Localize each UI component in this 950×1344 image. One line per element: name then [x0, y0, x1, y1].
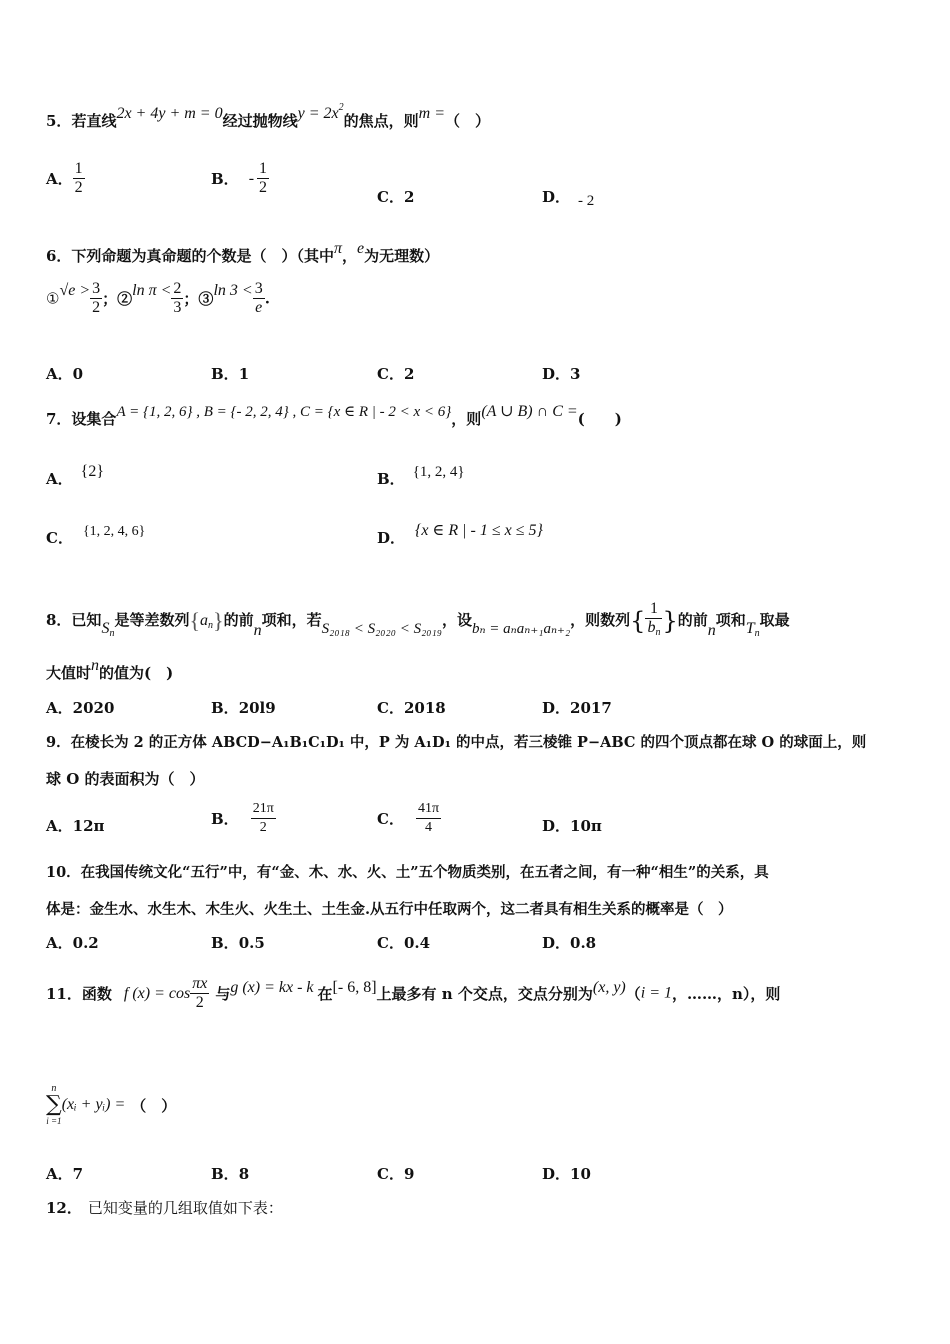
q11-point: (x, y)	[592, 978, 626, 996]
q7-option-c[interactable]: C． {1, 2, 4, 6}	[46, 524, 146, 547]
q6-e: e	[356, 240, 365, 257]
q8-inequality: S₂₀₁₈ < S₂₀₂₀ < S₂₀₁₉	[321, 621, 442, 637]
q8-option-d[interactable]: D．2017	[542, 699, 612, 717]
q11-sum-line: n ∑ i =1 (xᵢ + yᵢ) = （ ）	[46, 1083, 177, 1126]
question-9: 9．在棱长为 2 的正方体 ABCD−A₁B₁C₁D₁ 中，P 为 A₁D₁ 的中点，若三棱锥 P−ABC 的四个顶点都在球 O 的球面上，则	[46, 734, 867, 751]
q8-Sn: $S_n$	[101, 620, 115, 639]
question-8: 8．已知$S_n$是等差数列$\{a_n\}$的前n项和，若S₂₀₁₈ < S₂₀₂₀ < S₂₀₁₉，设bₙ = aₙaₙ₊₁aₙ₊₂，则数列{ $\frac{1}{b_n}$ }的前n项和$T_n$取最	[46, 600, 790, 642]
q11-option-d[interactable]: D．10	[542, 1165, 591, 1183]
q9-option-b-fraction: $\frac{21\pi}{2}$	[252, 801, 274, 835]
q10-option-a[interactable]: A．0.2	[46, 934, 99, 952]
q9-option-a[interactable]: A．12π	[46, 817, 105, 835]
question-10: 10．在我国传统文化“五行”中，有“金、木、水、火、土”五个物质类别，在五者之间，有一种“相生”的关系，具	[46, 864, 769, 881]
q6-claim-2-fraction: $\frac{2}{3}$	[173, 280, 182, 316]
q6-option-a[interactable]: A．0	[46, 365, 84, 383]
question-6: 6．下列命题为真命题的个数是（ ）（其中π，e为无理数）	[46, 240, 440, 265]
q9-option-d[interactable]: D．10π	[542, 817, 602, 835]
q11-option-b[interactable]: B．8	[211, 1165, 250, 1183]
q5-option-b-fraction: $\frac{1}{2}$	[259, 160, 268, 196]
q6-option-c[interactable]: C．2	[377, 365, 415, 383]
q6-option-d[interactable]: D．3	[542, 365, 581, 383]
q8-an: $a_n$	[200, 612, 214, 631]
question-5	[46, 102, 491, 131]
q6-stem-end: 为无理数）	[364, 247, 440, 265]
q5-paren: （ ）	[445, 112, 491, 130]
q11-sum-expression: (xᵢ + yᵢ) =	[61, 1096, 126, 1113]
q10-option-b[interactable]: B．0.5	[211, 934, 265, 952]
q11-option-a[interactable]: A．7	[46, 1165, 84, 1183]
q5-option-c[interactable]: C．2	[377, 188, 415, 206]
q10-option-c[interactable]: C．0.4	[377, 934, 431, 952]
q6-claim-2: ln π <	[132, 281, 172, 299]
q6-claim-1: √e >	[59, 281, 91, 299]
q7-option-a[interactable]: A． {2}	[46, 463, 104, 488]
q11-function-f: f (x) = cos	[123, 984, 191, 1002]
q11-sum-symbol: n ∑ i =1	[46, 1083, 62, 1126]
q6-claim-1-fraction: $\frac{3}{2}$	[92, 280, 101, 316]
q9-line-2: 球 O 的表面积为（ ）	[46, 770, 205, 788]
q5-number: 5．	[46, 112, 72, 130]
question-12: 12． 已知变量的几组取值如下表：	[46, 1199, 283, 1217]
q5-text-2: 经过抛物线	[222, 112, 298, 130]
q10-option-d[interactable]: D．0.8	[542, 934, 597, 952]
q11-interval: [- 6, 8]	[332, 978, 377, 996]
q11-function-g: g (x) = kx - k	[230, 978, 314, 996]
q5-m: m =	[418, 105, 445, 122]
q9-option-b[interactable]: B． $\frac{21\pi}{2}$	[211, 801, 274, 835]
q7-paren: ( )	[577, 410, 622, 428]
q8-option-c[interactable]: C．2018	[377, 699, 446, 717]
q5-text-1: 若直线	[71, 112, 117, 130]
q7-expression: (A ∪ B) ∩ C =	[481, 403, 578, 420]
q11-option-c[interactable]: C．9	[377, 1165, 415, 1183]
q8-line-2: 大值时n的值为( )	[46, 657, 174, 682]
q7-sets: A = {1, 2, 6} , B = {- 2, 2, 4} , C = {x ∈ R | - 2 < x < 6}	[116, 404, 452, 420]
q8-option-b[interactable]: B．20l9	[211, 699, 276, 717]
question-11: 11．函数 f (x) = cos $\frac{\pi x}{2}$ 与g (x) = kx - k 在[- 6, 8]上最多有 n 个交点，交点分别为(x, y)（i = 1，……，n），则	[46, 975, 781, 1011]
q5-option-a[interactable]: A． $\frac{1}{2}$	[46, 160, 83, 196]
q6-stem: 6．下列命题为真命题的个数是（ ）（其中	[46, 247, 334, 265]
q5-option-b[interactable]: B． - $\frac{1}{2}$	[211, 160, 268, 196]
q5-equation-parabola: $y = 2x^2$	[297, 102, 344, 122]
q7-stem: 7．设集合	[46, 410, 117, 428]
q10-line-2: 体是：金生水、水生木、木生火、火生土、土生金.从五行中任取两个，这二者具有相生关系的概率是（ ）	[46, 901, 733, 918]
q6-pi: π	[333, 240, 342, 257]
q8-Tn: $T_n$	[745, 620, 760, 639]
q8-option-a[interactable]: A．2020	[46, 699, 115, 717]
q5-option-d[interactable]: D． - 2	[542, 188, 595, 209]
q8-reciprocal-fraction: $\frac{1}{b_n}$	[647, 600, 661, 638]
q7-option-d[interactable]: D． {x ∈ R | - 1 ≤ x ≤ 5}	[377, 522, 543, 547]
q9-option-c-fraction: $\frac{41\pi}{4}$	[417, 801, 440, 835]
q5-equation-line: 2x + 4y + m = 0	[116, 105, 223, 122]
q9-option-c[interactable]: C． $\frac{41\pi}{4}$	[377, 801, 440, 835]
q11-function-f-fraction: $\frac{\pi x}{2}$	[192, 975, 208, 1011]
q8-n: n	[253, 622, 262, 639]
q6-claim-3: ln 3 <	[213, 281, 253, 299]
q8-bn: bₙ = aₙaₙ₊₁aₙ₊₂	[471, 621, 571, 637]
question-7: 7．设集合A = {1, 2, 6} , B = {- 2, 2, 4} , C = {x ∈ R | - 2 < x < 6}，则(A ∪ B) ∩ C =( )	[46, 403, 622, 428]
q5-option-a-fraction: $\frac{1}{2}$	[74, 160, 83, 196]
q5-text-3: 的焦点，则	[343, 112, 419, 130]
q6-option-b[interactable]: B．1	[211, 365, 250, 383]
q6-claim-3-fraction: $\frac{3}{e}$	[254, 280, 263, 316]
q6-claims: ①√e > $\frac{3}{2}$ ；②ln π < $\frac{2}{3}$ ；③ln 3 < $\frac{3}{e}$ .	[46, 280, 270, 316]
q7-option-b[interactable]: B． {1, 2, 4}	[377, 464, 465, 488]
